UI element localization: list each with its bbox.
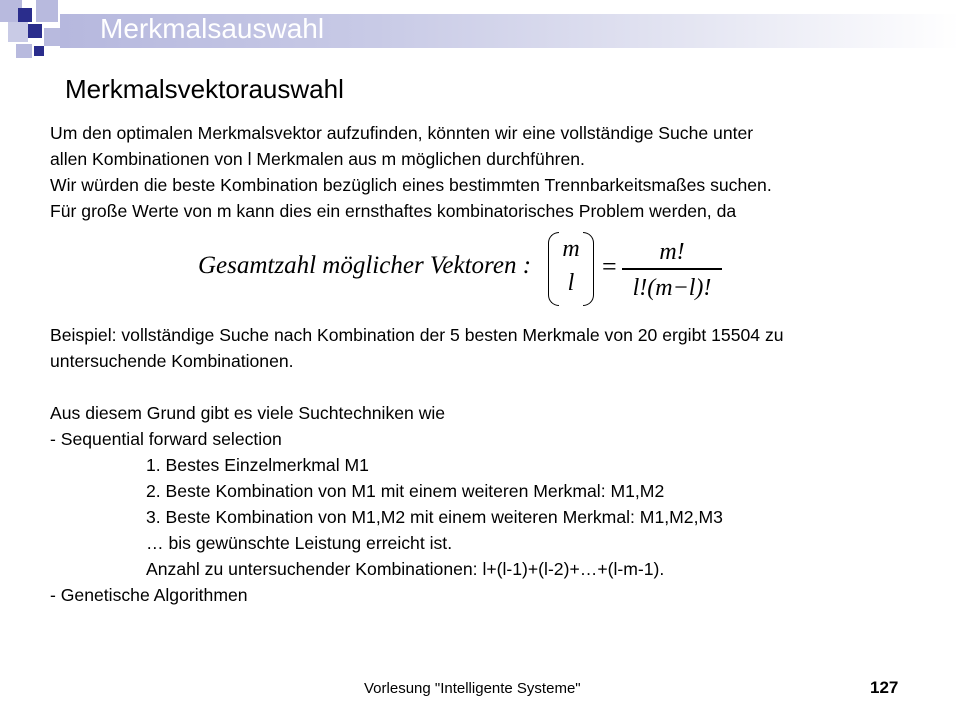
slide-footer: Vorlesung "Intelligente Systeme" (364, 680, 581, 697)
text-line: untersuchende Kombinationen. (50, 351, 294, 371)
text-line: Beispiel: vollständige Suche nach Kombination der 5 besten Merkmale von 20 ergibt 15504 zu (50, 325, 784, 345)
text-line: allen Kombinationen von l Merkmalen aus m möglichen durchführen. (50, 149, 585, 169)
binom-top: m (562, 236, 580, 262)
text-line: Wir würden die beste Kombination bezüglich eines bestimmten Trennbarkeitsmaßes suchen. (50, 175, 772, 195)
sub-list-item: 1. Bestes Einzelmerkmal M1 (146, 455, 369, 475)
fraction-denominator: l!(m−l)! (632, 274, 712, 301)
slide-title: Merkmalsauswahl (100, 13, 325, 44)
sub-list-item: 3. Beste Kombination von M1,M2 mit einem weiteren Merkmal: M1,M2,M3 (146, 507, 723, 527)
fraction-numerator: m! (659, 239, 685, 265)
fraction (622, 236, 722, 304)
fraction-bar (622, 268, 722, 270)
binomial-coefficient (548, 232, 594, 308)
example-and-techniques (50, 322, 950, 608)
sub-list-item: Anzahl zu untersuchender Kombinationen: l+(l-1)+(l-2)+…+(l-m-1). (146, 559, 665, 579)
intro-paragraph (50, 120, 950, 224)
text-line: Um den optimalen Merkmalsvektor aufzufinden, könnten wir eine vollständige Suche unter (50, 123, 754, 143)
list-item: - Genetische Algorithmen (50, 585, 248, 605)
blank-line (50, 374, 950, 400)
binom-bottom: l (567, 270, 575, 296)
formula-lhs: Gesamtzahl möglicher Vektoren : (198, 252, 532, 279)
sub-list-item: 2. Beste Kombination von M1 mit einem weiteren Merkmal: M1,M2 (146, 481, 665, 501)
page-number: 127 (870, 678, 899, 697)
equals-sign: = (602, 252, 617, 281)
slide-subtitle: Merkmalsvektorauswahl (65, 74, 344, 104)
sub-list-item: … bis gewünschte Leistung erreicht ist. (146, 533, 453, 553)
combination-formula (198, 232, 758, 308)
text-line: Aus diesem Grund gibt es viele Suchtechniken wie (50, 403, 446, 423)
text-line: Für große Werte von m kann dies ein ernsthaftes kombinatorisches Problem werden, da (50, 201, 737, 221)
list-item: - Sequential forward selection (50, 429, 282, 449)
